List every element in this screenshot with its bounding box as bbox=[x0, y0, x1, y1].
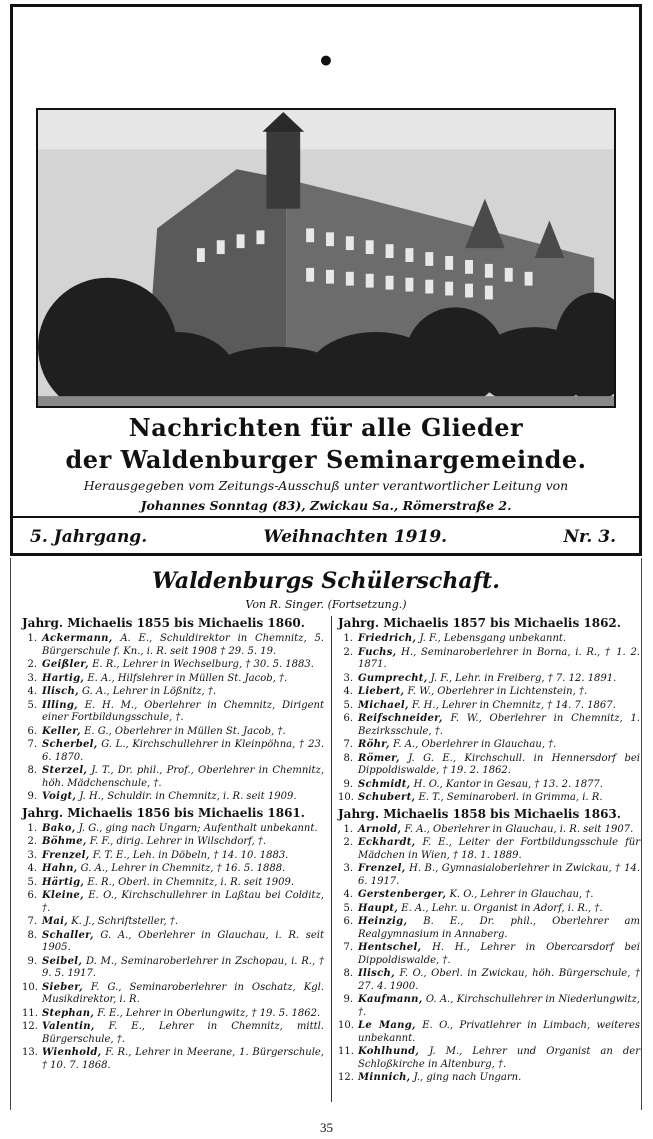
student-entry bbox=[22, 930, 324, 955]
student-details: E. R., Oberl. in Chemnitz, i. R. seit 1909. bbox=[84, 876, 295, 888]
student-name: Illing, bbox=[42, 699, 78, 711]
entry-number: 6. bbox=[343, 916, 353, 927]
student-name: Hartig, bbox=[42, 672, 85, 684]
entry-number: 2. bbox=[343, 646, 353, 658]
student-details: O. A., Kirchschullehrer in Niederlungwitz, †. bbox=[358, 994, 640, 1018]
entry-number: 11. bbox=[22, 1007, 38, 1019]
student-name: Keller, bbox=[42, 725, 81, 737]
entry-text bbox=[358, 942, 640, 967]
entry-text bbox=[42, 659, 324, 672]
student-name: Stephan, bbox=[42, 1007, 95, 1019]
student-entry bbox=[338, 994, 640, 1019]
student-entry bbox=[338, 739, 640, 752]
student-entry bbox=[338, 713, 640, 738]
student-entry bbox=[338, 968, 640, 993]
entry-text bbox=[42, 726, 324, 739]
entry-number: 1. bbox=[343, 823, 353, 835]
student-details: F. E., Lehrer in Oberlungwitz, † 19. 5. 1862. bbox=[94, 1007, 321, 1019]
article-byline: Von R. Singer. (Fortsetzung.) bbox=[245, 598, 407, 611]
issue-date: Weihnachten 1919. bbox=[263, 527, 448, 547]
student-entry bbox=[338, 824, 640, 837]
entry-number: 1. bbox=[27, 633, 37, 644]
masthead bbox=[14, 22, 638, 102]
entry-number: 11. bbox=[338, 1046, 354, 1057]
student-name: Gerstenberger, bbox=[358, 889, 447, 900]
class-year-heading: Jahrg. Michaelis 1857 bis Michaelis 1862. bbox=[338, 616, 621, 630]
student-name: Röhr, bbox=[358, 739, 390, 750]
entry-text bbox=[358, 753, 640, 778]
student-name: Bako, bbox=[42, 822, 76, 834]
entry-number: 8. bbox=[343, 968, 353, 979]
student-name: Sieber, bbox=[42, 981, 83, 993]
entry-number: 9. bbox=[27, 955, 37, 967]
entry-text bbox=[42, 982, 324, 1007]
entry-text bbox=[358, 824, 640, 837]
student-entry bbox=[22, 673, 324, 686]
student-details: J. M., Lehrer und Organist an der Schloßkirche in Altenburg, †. bbox=[358, 1046, 640, 1070]
student-entry bbox=[22, 823, 324, 836]
student-entry bbox=[22, 850, 324, 863]
entry-number: 2. bbox=[343, 837, 353, 848]
entry-number: 2. bbox=[27, 659, 37, 670]
entry-text bbox=[42, 823, 324, 836]
student-details: E. A., Hilfslehrer in Müllen St. Jacob, †. bbox=[84, 672, 288, 684]
entry-number: 4. bbox=[27, 863, 37, 874]
issue-info-bar bbox=[10, 516, 642, 556]
entry-text bbox=[358, 713, 640, 738]
student-name: Le Mang, bbox=[358, 1020, 416, 1031]
student-entry bbox=[338, 700, 640, 713]
entry-number: 5. bbox=[27, 876, 37, 888]
student-entry bbox=[338, 889, 640, 902]
entry-text bbox=[42, 916, 324, 929]
entry-text bbox=[358, 903, 640, 916]
student-entry bbox=[22, 956, 324, 981]
entry-number: 1. bbox=[343, 633, 353, 644]
entry-text bbox=[42, 791, 324, 804]
seminary-building-photo bbox=[36, 108, 616, 408]
entry-number: 8. bbox=[27, 765, 37, 776]
student-entry bbox=[22, 686, 324, 699]
student-name: Mai, bbox=[42, 916, 69, 927]
entry-text bbox=[42, 1008, 324, 1021]
entry-number: 10. bbox=[338, 792, 354, 803]
entry-number: 2. bbox=[27, 836, 37, 847]
subtitle-line-1: Nachrichten für alle Glieder bbox=[128, 413, 524, 442]
student-entry bbox=[22, 982, 324, 1007]
entry-text bbox=[358, 837, 640, 862]
publisher-line: Herausgegeben vom Zeitungs-Ausschuß unter verantwortlicher Leitung von bbox=[83, 478, 569, 493]
student-name: Kohlhund, bbox=[358, 1046, 420, 1057]
entry-text bbox=[42, 877, 324, 890]
subtitle-line-2: der Waldenburger Seminargemeinde. bbox=[65, 445, 587, 474]
entry-number: 5. bbox=[27, 699, 37, 711]
entry-number: 10. bbox=[338, 1020, 354, 1031]
class-year-heading: Jahrg. Michaelis 1858 bis Michaelis 1863. bbox=[338, 806, 621, 821]
article-title: Waldenburgs Schülerschaft. bbox=[152, 568, 500, 594]
entry-text bbox=[42, 836, 324, 849]
student-entry bbox=[22, 863, 324, 876]
student-details: D. M., Seminaroberlehrer in Zschopau, i. R., † 9. 5. 1917. bbox=[42, 955, 324, 979]
entry-text bbox=[358, 916, 640, 941]
student-details: F. W., Oberlehrer in Lichtenstein, †. bbox=[404, 686, 588, 697]
student-name: Härtig, bbox=[42, 876, 85, 888]
entry-number: 6. bbox=[27, 725, 37, 737]
entry-text bbox=[358, 863, 640, 888]
student-details: F. A., Oberlehrer in Glauchau, †. bbox=[389, 739, 557, 750]
student-details: J. T., Dr. phil., Prof., Oberlehrer in Chemnitz, höh. Mädchenschule, †. bbox=[42, 765, 324, 789]
student-details: K. J., Schriftsteller, †. bbox=[68, 916, 178, 927]
student-name: Schubert, bbox=[358, 792, 416, 803]
left-column bbox=[22, 614, 324, 1073]
student-details: B. E., Dr. phil., Oberlehrer am Realgymnasium in Annaberg. bbox=[358, 916, 640, 940]
student-entry bbox=[338, 1046, 640, 1071]
student-entry bbox=[338, 647, 640, 672]
entry-text bbox=[358, 889, 640, 902]
building-illustration bbox=[38, 110, 614, 406]
student-details: F. G., Seminaroberlehrer in Oschatz, Kgl. Musikdirektor, i. R. bbox=[42, 981, 324, 1005]
student-entry bbox=[338, 1020, 640, 1045]
student-details: E. A., Lehr. u. Organist in Adorf, i. R., †. bbox=[398, 902, 603, 914]
entry-text bbox=[358, 700, 640, 713]
student-entry bbox=[338, 673, 640, 686]
student-name: Minnich, bbox=[358, 1072, 411, 1083]
student-name: Friedrich, bbox=[358, 633, 417, 644]
student-name: Frenzel, bbox=[42, 849, 90, 861]
entry-number: 3. bbox=[27, 849, 37, 861]
student-name: Voigt, bbox=[42, 791, 77, 802]
entry-text bbox=[42, 700, 324, 725]
right-column bbox=[338, 614, 640, 1086]
entry-text bbox=[42, 633, 324, 658]
student-name: Schmidt, bbox=[358, 778, 411, 790]
student-details: F. T. E., Leh. in Döbeln, † 14. 10. 1883. bbox=[89, 849, 289, 861]
student-name: Scherbel, bbox=[42, 739, 98, 750]
issue-volume: 5. Jahrgang. bbox=[30, 527, 148, 547]
entry-text bbox=[358, 994, 640, 1019]
entry-text bbox=[42, 765, 324, 790]
page-number: 35 bbox=[320, 1120, 333, 1135]
subtitle-block bbox=[14, 412, 638, 516]
student-entry bbox=[22, 1047, 324, 1072]
student-details: H., Seminaroberlehrer in Borna, i. R., † 1. 2. 1871. bbox=[358, 646, 640, 670]
student-name: Hentschel, bbox=[358, 942, 422, 953]
entry-number: 4. bbox=[343, 889, 353, 900]
student-details: F. H., Lehrer in Chemnitz, † 14. 7. 1867. bbox=[408, 699, 616, 711]
student-details: J. F., Lebensgang unbekannt. bbox=[416, 633, 567, 644]
student-name: Sterzel, bbox=[42, 765, 88, 776]
student-name: Liebert, bbox=[358, 686, 405, 697]
entry-number: 4. bbox=[343, 686, 353, 697]
student-name: Kleine, bbox=[42, 890, 84, 901]
student-details: F. O., Oberl. in Zwickau, höh. Bürgerschule, † 27. 4. 1900. bbox=[358, 968, 640, 992]
entry-text bbox=[358, 647, 640, 672]
entry-number: 10. bbox=[22, 981, 38, 993]
student-entry bbox=[22, 877, 324, 890]
student-name: Ilisch, bbox=[42, 686, 79, 697]
student-name: Fuchs, bbox=[358, 646, 397, 658]
entry-text bbox=[358, 792, 640, 805]
class-year-heading: Jahrg. Michaelis 1855 bis Michaelis 1860. bbox=[22, 616, 305, 630]
student-entry bbox=[338, 1072, 640, 1085]
entry-number: 6. bbox=[343, 713, 353, 724]
student-name: Michael, bbox=[358, 699, 409, 711]
student-entry bbox=[22, 659, 324, 672]
student-entry bbox=[338, 942, 640, 967]
entry-number: 7. bbox=[343, 942, 353, 953]
entry-number: 12. bbox=[338, 1072, 354, 1083]
entry-text bbox=[42, 863, 324, 876]
entry-text bbox=[42, 890, 324, 915]
entry-text bbox=[358, 739, 640, 752]
student-entry bbox=[22, 890, 324, 915]
student-entry bbox=[22, 700, 324, 725]
entry-number: 5. bbox=[343, 902, 353, 914]
entry-text bbox=[42, 1047, 324, 1072]
student-name: Römer, bbox=[358, 752, 400, 764]
student-entry bbox=[22, 1021, 324, 1046]
entry-number: 9. bbox=[27, 791, 37, 802]
entry-number: 9. bbox=[343, 778, 353, 790]
student-details: F. W., Oberlehrer in Chemnitz, 1. Bezirksschule, †. bbox=[358, 713, 640, 737]
student-details: F. E., Leiter der Fortbildungsschule für Mädchen in Wien, † 18. 1. 1889. bbox=[358, 837, 640, 861]
entry-text bbox=[358, 686, 640, 699]
entry-number: 8. bbox=[27, 929, 37, 941]
student-entry bbox=[22, 1008, 324, 1021]
student-details: J. G., ging nach Ungarn; Aufenthalt unbekannt. bbox=[75, 822, 318, 834]
student-details: J. F., Lehr. in Freiberg, † 7. 12. 1891. bbox=[427, 672, 617, 684]
student-entry bbox=[22, 633, 324, 658]
student-name: Ilisch, bbox=[358, 968, 395, 979]
student-entry bbox=[338, 686, 640, 699]
student-details: J. G. E., Kirchschull. in Hennersdorf bei Dippoldiswalde, † 19. 2. 1862. bbox=[358, 752, 640, 776]
entry-text bbox=[42, 956, 324, 981]
entry-text bbox=[358, 1020, 640, 1045]
student-details: E. G., Oberlehrer in Müllen St. Jacob, †. bbox=[80, 725, 286, 737]
student-name: Schaller, bbox=[42, 929, 94, 941]
entry-number: 7. bbox=[27, 739, 37, 750]
student-entry bbox=[338, 837, 640, 862]
entry-text bbox=[358, 968, 640, 993]
student-details: F. F., dirig. Lehrer in Wilschdorf, †. bbox=[86, 836, 267, 847]
student-name: Frenzel, bbox=[358, 863, 406, 874]
student-details: E. O., Privatlehrer in Limbach, weiteres unbekannt. bbox=[358, 1020, 640, 1044]
student-name: Geißler, bbox=[42, 659, 89, 670]
column-divider bbox=[331, 616, 332, 1102]
student-details: K. O., Lehrer in Glauchau, †. bbox=[446, 889, 594, 900]
student-entry bbox=[22, 739, 324, 764]
student-entry bbox=[22, 726, 324, 739]
student-entry bbox=[338, 779, 640, 792]
student-entry bbox=[338, 633, 640, 646]
student-name: Hahn, bbox=[42, 863, 78, 874]
entry-number: 9. bbox=[343, 994, 353, 1005]
entry-text bbox=[42, 1021, 324, 1046]
entry-text bbox=[358, 633, 640, 646]
entry-number: 13. bbox=[22, 1047, 38, 1058]
student-details: G. A., Lehrer in Lößnitz, †. bbox=[78, 686, 217, 697]
student-entry bbox=[338, 863, 640, 888]
student-name: Kaufmann, bbox=[358, 994, 423, 1005]
student-entry bbox=[338, 753, 640, 778]
entry-text bbox=[42, 930, 324, 955]
student-name: Böhme, bbox=[42, 836, 87, 847]
entry-number: 6. bbox=[27, 890, 37, 901]
student-name: Eckhardt, bbox=[358, 837, 416, 848]
entry-number: 7. bbox=[343, 739, 353, 750]
entry-text bbox=[358, 673, 640, 686]
student-entry bbox=[22, 791, 324, 804]
student-name: Ackermann, bbox=[42, 633, 113, 644]
entry-text bbox=[42, 686, 324, 699]
student-details: F. R., Lehrer in Meerane, 1. Bürgerschule, † 10. 7. 1868. bbox=[42, 1047, 324, 1071]
student-details: G. L., Kirchschullehrer in Kleinpöhna, † 23. 6. 1870. bbox=[42, 739, 324, 763]
entry-text bbox=[42, 739, 324, 764]
student-name: Reifschneider, bbox=[358, 713, 443, 724]
student-details: E. H. M., Oberlehrer in Chemnitz, Dirigent einer Fortbildungsschule, †. bbox=[42, 699, 324, 723]
student-details: A. E., Schuldirektor in Chemnitz, 5. Bürgerschule f. Kn., i. R. seit 1908 † 29. 5. 19. bbox=[42, 633, 324, 657]
entry-text bbox=[358, 1072, 640, 1085]
student-name: Wienhold, bbox=[42, 1047, 102, 1058]
student-details: F. A., Oberlehrer in Glauchau, i. R. seit 1907. bbox=[401, 823, 634, 835]
student-details: E. T., Seminaroberl. in Grimma, i. R. bbox=[415, 792, 603, 803]
student-entry bbox=[338, 792, 640, 805]
entry-number: 4. bbox=[27, 686, 37, 697]
student-details: H. B., Gymnasialoberlehrer in Zwickau, † 14. 6. 1917. bbox=[358, 863, 640, 887]
student-entry bbox=[338, 903, 640, 916]
student-details: J. H., Schuldir. in Chemnitz, i. R. seit 1909. bbox=[76, 791, 297, 802]
entry-text bbox=[358, 779, 640, 792]
student-details: F. E., Lehrer in Chemnitz, mittl. Bürgerschule, †. bbox=[42, 1021, 324, 1045]
student-details: H. H., Lehrer in Obercarsdorf bei Dippoldiswalde, †. bbox=[358, 942, 640, 966]
class-year-heading: Jahrg. Michaelis 1856 bis Michaelis 1861. bbox=[22, 805, 305, 820]
entry-number: 5. bbox=[343, 699, 353, 711]
ornament-left: • bbox=[317, 45, 335, 78]
student-name: Valentin, bbox=[42, 1021, 95, 1032]
student-entry bbox=[22, 765, 324, 790]
editor-line: Johannes Sonntag (83), Zwickau Sa., Römerstraße 2. bbox=[140, 498, 512, 513]
entry-number: 12. bbox=[22, 1021, 38, 1032]
entry-text bbox=[358, 1046, 640, 1071]
entry-text bbox=[42, 673, 324, 686]
student-name: Seibel, bbox=[42, 955, 83, 967]
entry-number: 8. bbox=[343, 752, 353, 764]
entry-number: 3. bbox=[343, 863, 353, 874]
student-entry bbox=[22, 916, 324, 929]
student-entry bbox=[338, 916, 640, 941]
entry-number: 3. bbox=[27, 672, 37, 684]
issue-number: Nr. 3. bbox=[563, 527, 616, 547]
student-name: Gumprecht, bbox=[358, 672, 428, 684]
student-name: Haupt, bbox=[358, 902, 399, 914]
entry-number: 1. bbox=[27, 822, 37, 834]
student-details: E. R., Lehrer in Wechselburg, † 30. 5. 1883. bbox=[88, 659, 314, 670]
student-name: Arnold, bbox=[358, 823, 402, 835]
student-details: E. O., Kirchschullehrer in Laßtau bei Colditz, †. bbox=[42, 890, 324, 914]
student-details: G. A., Lehrer in Chemnitz, † 16. 5. 1888. bbox=[77, 863, 286, 874]
student-details: J., ging nach Ungarn. bbox=[410, 1072, 522, 1083]
student-details: H. O., Kantor in Gesau, † 13. 2. 1877. bbox=[410, 778, 603, 790]
student-details: G. A., Oberlehrer in Glauchau, i. R. seit 1905. bbox=[42, 929, 324, 953]
student-name: Heinzig, bbox=[358, 916, 408, 927]
student-entry bbox=[22, 836, 324, 849]
entry-text bbox=[42, 850, 324, 863]
entry-number: 3. bbox=[343, 672, 353, 684]
entry-number: 7. bbox=[27, 916, 37, 927]
